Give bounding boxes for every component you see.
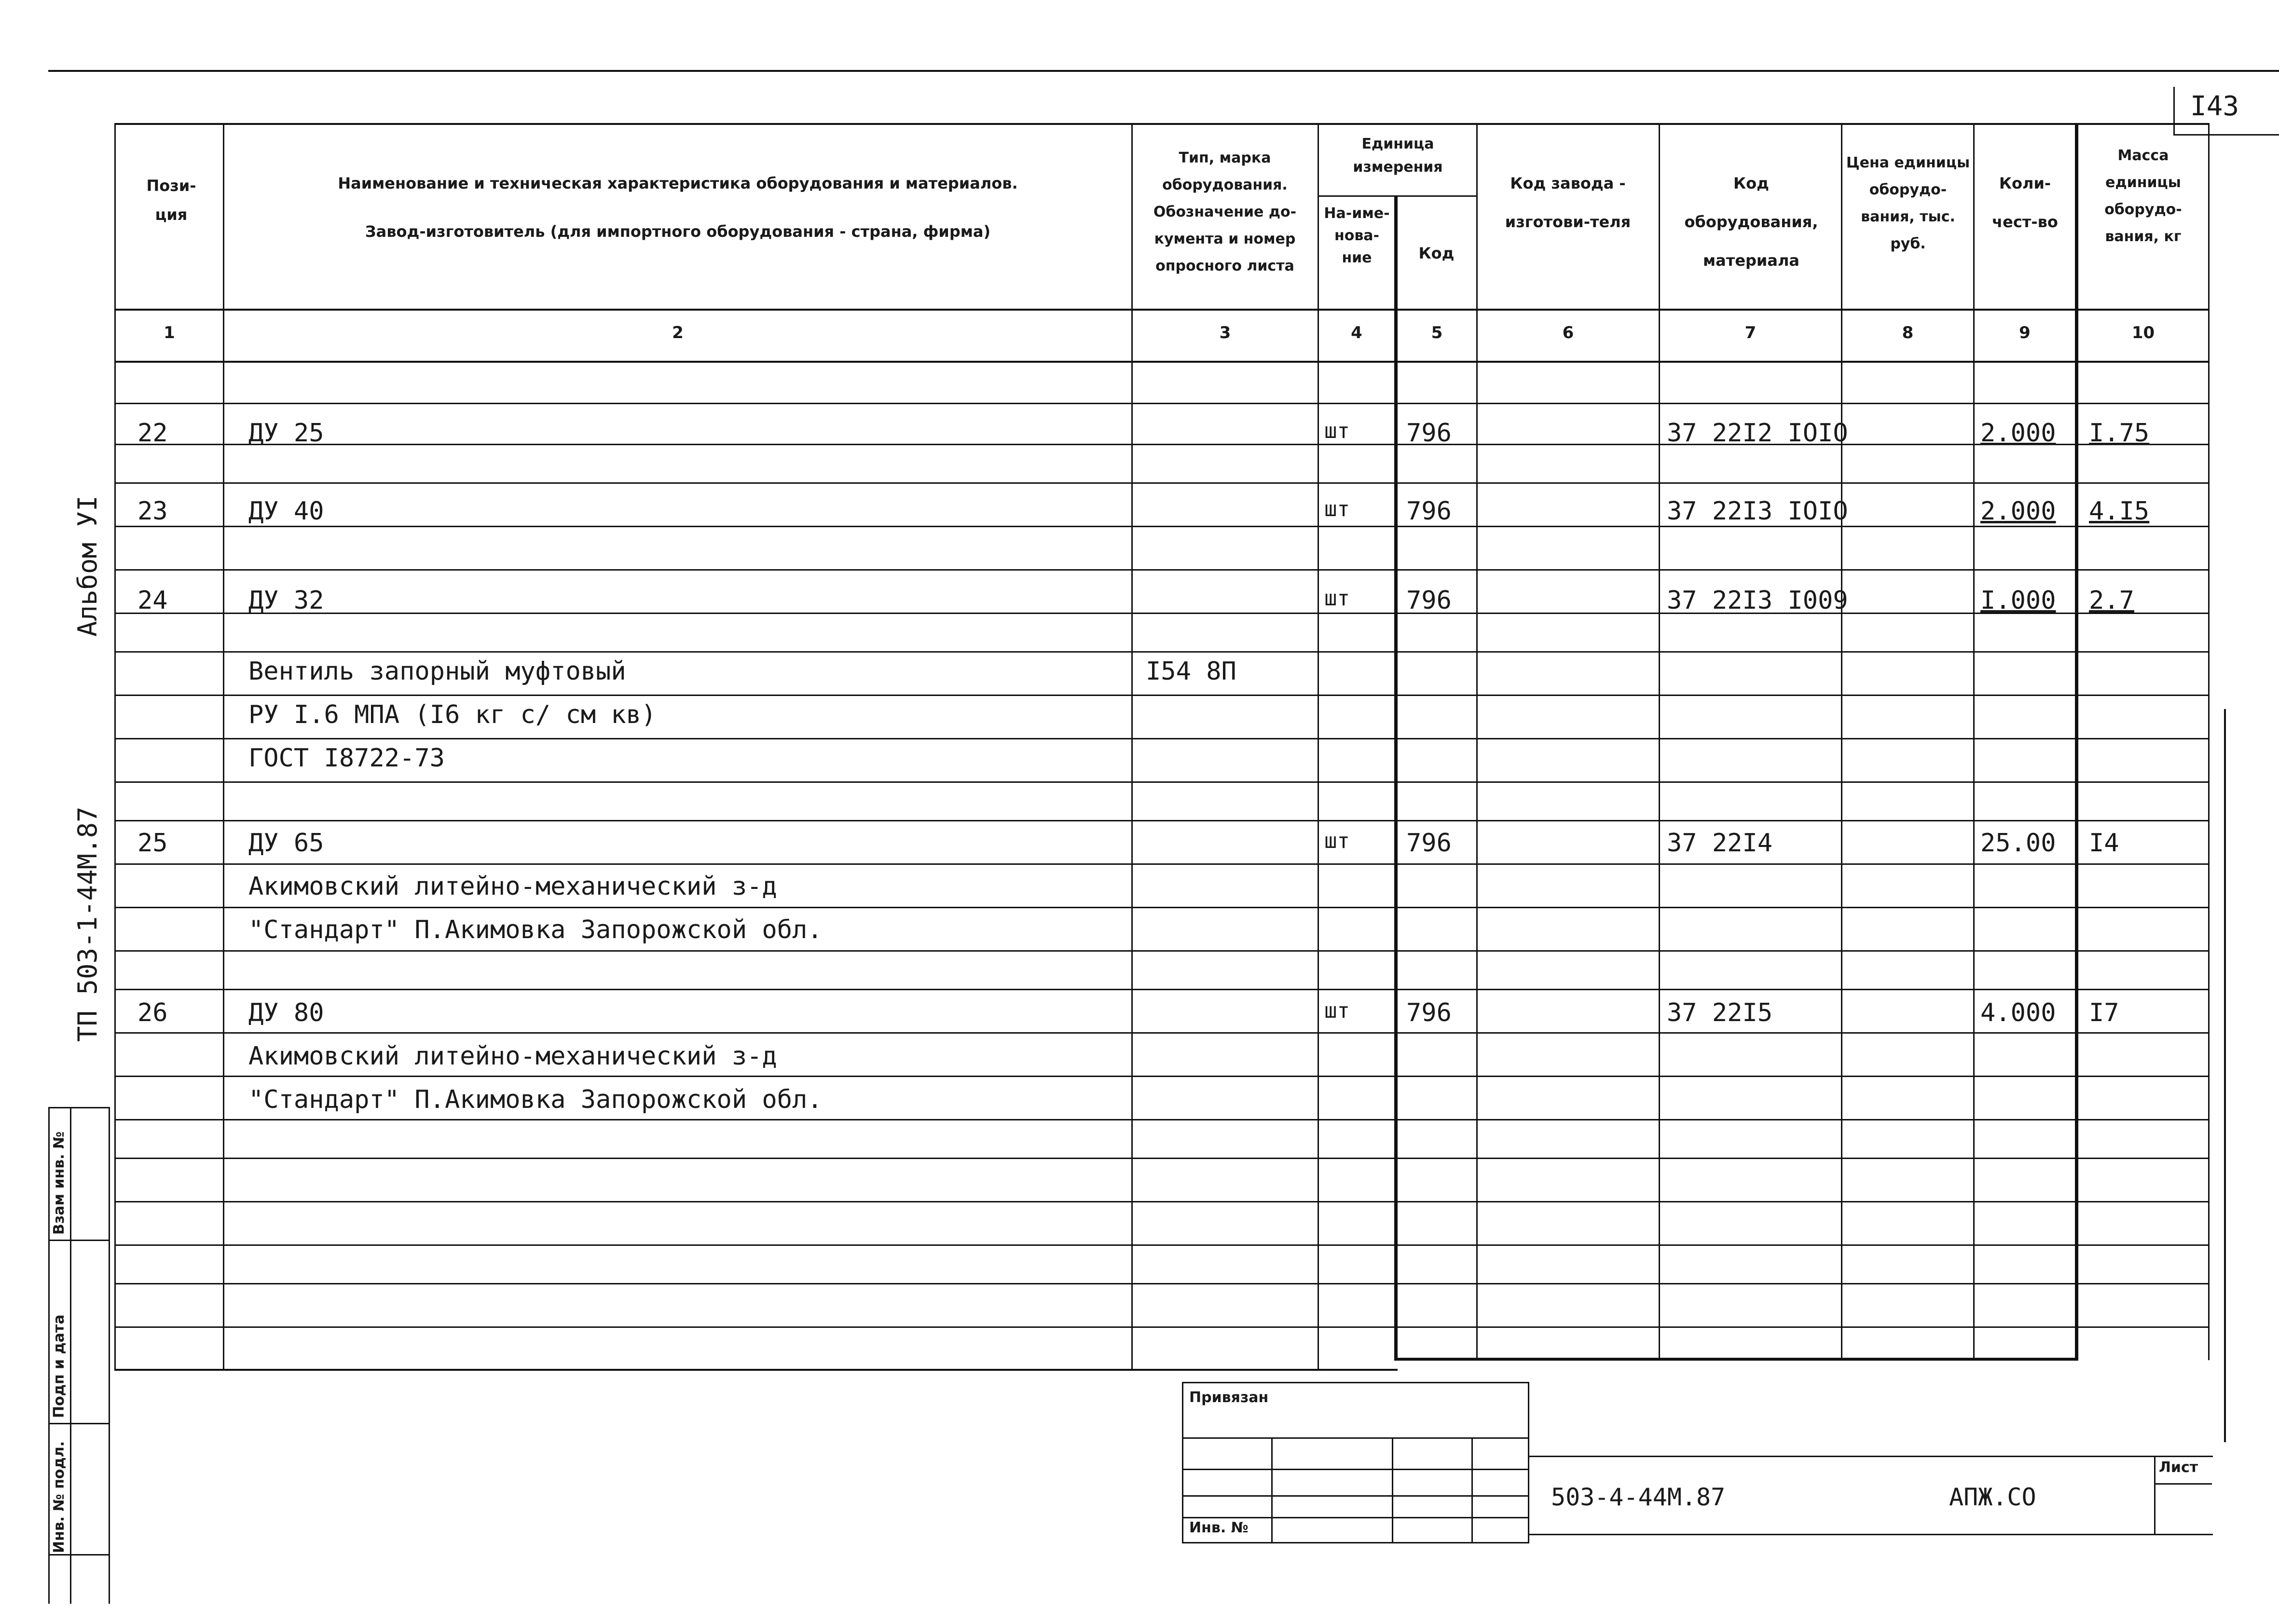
side-strip-left bbox=[48, 1107, 50, 1604]
stamp-inv-no: Инв. № bbox=[1189, 1519, 1249, 1536]
row-mass: I7 bbox=[2089, 998, 2119, 1027]
col-9-divider bbox=[2075, 123, 2078, 1360]
row-line bbox=[114, 1244, 2209, 1246]
project-label: ТП 503-1-44М.87 bbox=[72, 806, 103, 1042]
row-name: Акимовский литейно-механический з-д bbox=[248, 1042, 777, 1071]
sheet-number-border bbox=[2173, 87, 2175, 135]
list-cell-left bbox=[2154, 1456, 2155, 1535]
row-unit: шт bbox=[1324, 497, 1350, 521]
row-name: "Стандарт" П.Акимовка Запорожской обл. bbox=[248, 1085, 823, 1114]
table-bottom-border bbox=[114, 1369, 1398, 1371]
header-plant-code: Код завода - изготови-теля bbox=[1505, 174, 1631, 231]
row-name: ДУ 32 bbox=[248, 586, 324, 615]
row-mass: 2.7 bbox=[2089, 586, 2134, 615]
col-6-divider bbox=[1659, 123, 1660, 1360]
colnum-6: 6 bbox=[1562, 323, 1574, 342]
row-line bbox=[114, 403, 2209, 404]
row-unit-code: 796 bbox=[1406, 998, 1452, 1027]
row-name: ГОСТ I8722-73 bbox=[248, 744, 445, 773]
right-edge-mark bbox=[2224, 709, 2226, 1442]
row-position: 23 bbox=[137, 497, 168, 526]
stamp-row3 bbox=[1182, 1495, 1529, 1497]
header-name-line1: Наименование и техническая характеристика оборудования и материалов. bbox=[338, 174, 1018, 192]
colnum-9: 9 bbox=[2019, 323, 2031, 342]
data-block-bottom bbox=[1394, 1358, 2078, 1361]
row-name: "Стандарт" П.Акимовка Запорожской обл. bbox=[248, 915, 823, 944]
title-block-top bbox=[1528, 1456, 2213, 1457]
row-name: ДУ 80 bbox=[248, 998, 324, 1027]
row-equipment-code: 37 22I3 I009 bbox=[1667, 586, 1848, 615]
row-line bbox=[114, 863, 2209, 865]
header-name-line2: Завод-изготовитель (для импортного оборудования - страна, фирма) bbox=[365, 222, 991, 241]
col-3-divider bbox=[1318, 123, 1319, 1370]
row-line bbox=[114, 444, 2209, 445]
row-equipment-code: 37 22I2 IOIO bbox=[1667, 419, 1848, 448]
header-quantity: Коли-чест-во bbox=[1992, 174, 2058, 231]
row-name: ДУ 40 bbox=[248, 497, 324, 526]
row-unit-code: 796 bbox=[1406, 419, 1452, 448]
stamp-row2 bbox=[1182, 1469, 1529, 1470]
header-price: Цена единицы оборудо-вания, тыс. руб. bbox=[1846, 154, 1970, 252]
podp-data-label: Подп и дата bbox=[51, 1314, 68, 1418]
row-name: Вентиль запорный муфтовый bbox=[248, 657, 626, 686]
row-line bbox=[114, 950, 2209, 952]
row-name: ДУ 65 bbox=[248, 829, 324, 858]
row-line bbox=[114, 695, 2209, 696]
row-line bbox=[114, 526, 2209, 527]
row-position: 24 bbox=[137, 586, 168, 615]
table-left-border bbox=[114, 123, 116, 1370]
col-1-divider bbox=[223, 123, 224, 1370]
row-mass: I.75 bbox=[2089, 419, 2150, 448]
vzam-inv-label: Взам инв. № bbox=[51, 1131, 68, 1235]
row-quantity: 2.000 bbox=[1980, 497, 2056, 526]
sheet-number: I43 bbox=[2190, 91, 2239, 122]
side-strip-top bbox=[48, 1107, 110, 1108]
row-mass: I4 bbox=[2089, 829, 2119, 858]
header-unit: Единица измерения bbox=[1353, 136, 1443, 176]
list-label: Лист bbox=[2159, 1459, 2198, 1476]
stamp-left bbox=[1182, 1382, 1183, 1543]
stamp-right bbox=[1528, 1382, 1529, 1543]
row-line bbox=[114, 1119, 2209, 1120]
row-quantity: I.000 bbox=[1980, 586, 2056, 615]
colnum-8: 8 bbox=[1902, 323, 1914, 342]
row-unit-code: 796 bbox=[1406, 829, 1452, 858]
stamp-code: АПЖ.СО bbox=[1949, 1483, 2036, 1511]
side-strip-div1 bbox=[48, 1240, 110, 1241]
row-line bbox=[114, 613, 2209, 614]
header-mass: Масса единицы оборудо-вания, кг bbox=[2104, 147, 2182, 245]
header-unit-code: Код bbox=[1418, 244, 1455, 262]
stamp-top bbox=[1182, 1382, 1529, 1383]
col-5-divider bbox=[1476, 123, 1478, 1360]
row-line bbox=[114, 1326, 2209, 1328]
stamp-bottom bbox=[1182, 1542, 1529, 1543]
row-equipment-code: 37 22I5 bbox=[1667, 998, 1773, 1027]
row-line bbox=[114, 907, 2209, 908]
stamp-privyazan: Привязан bbox=[1189, 1389, 1269, 1406]
side-strip-bottom bbox=[48, 1554, 110, 1556]
header-type: Тип, марка оборудования. Обозначение до-кумента и номер опросного листа bbox=[1153, 150, 1297, 274]
row-unit-code: 796 bbox=[1406, 497, 1452, 526]
colnum-bottom-border bbox=[114, 361, 2209, 363]
col-8-divider bbox=[1973, 123, 1975, 1360]
row-name: РУ I.6 МПА (I6 кг с/ см кв) bbox=[248, 700, 657, 729]
row-unit: шт bbox=[1324, 998, 1350, 1023]
stamp-designation: 503-4-44М.87 bbox=[1551, 1483, 1726, 1511]
row-equipment-code: 37 22I4 bbox=[1667, 829, 1773, 858]
header-bottom-border bbox=[114, 309, 2209, 311]
row-equipment-code: 37 22I3 IOIO bbox=[1667, 497, 1848, 526]
row-quantity: 2.000 bbox=[1980, 419, 2056, 448]
row-line bbox=[114, 738, 2209, 739]
colnum-3: 3 bbox=[1219, 323, 1231, 342]
row-line bbox=[114, 1032, 2209, 1034]
stamp-row4 bbox=[1182, 1517, 1529, 1518]
row-type: I54 8П bbox=[1146, 657, 1236, 686]
colnum-10: 10 bbox=[2131, 323, 2155, 342]
album-label: Альбом УI bbox=[72, 495, 103, 637]
side-strip-mid bbox=[70, 1107, 71, 1604]
row-name: ДУ 25 bbox=[248, 419, 324, 448]
row-line bbox=[114, 569, 2209, 571]
row-mass: 4.I5 bbox=[2089, 497, 2150, 526]
row-position: 26 bbox=[137, 998, 168, 1027]
col-2-divider bbox=[1131, 123, 1133, 1370]
list-cell-mid bbox=[2154, 1483, 2212, 1485]
header-position: Пози-ция bbox=[146, 177, 196, 224]
header-unit-name: На-име-нова-ние bbox=[1324, 205, 1390, 266]
row-line bbox=[114, 989, 2209, 990]
row-line bbox=[114, 781, 2209, 783]
row-unit-code: 796 bbox=[1406, 586, 1452, 615]
row-line bbox=[114, 482, 2209, 484]
table-right-border bbox=[2208, 123, 2210, 1360]
header-equipment-code: Код оборудования, материала bbox=[1684, 174, 1818, 270]
row-line bbox=[114, 1158, 2209, 1159]
row-line bbox=[114, 820, 2209, 821]
colnum-7: 7 bbox=[1744, 323, 1757, 342]
row-position: 22 bbox=[137, 419, 168, 448]
title-block-bottom bbox=[1528, 1534, 2213, 1535]
sheet-number-bottom bbox=[2173, 134, 2279, 136]
row-position: 25 bbox=[137, 829, 168, 858]
row-name: Акимовский литейно-механический з-д bbox=[248, 872, 777, 901]
stamp-col2 bbox=[1392, 1437, 1393, 1543]
stamp-col1 bbox=[1271, 1437, 1273, 1543]
row-quantity: 25.00 bbox=[1980, 829, 2056, 858]
row-line bbox=[114, 1283, 2209, 1284]
stamp-row1 bbox=[1182, 1437, 1529, 1439]
col-7-divider bbox=[1841, 123, 1842, 1360]
row-line bbox=[114, 651, 2209, 653]
row-quantity: 4.000 bbox=[1980, 998, 2056, 1027]
row-unit: шт bbox=[1324, 586, 1350, 611]
colnum-4: 4 bbox=[1351, 323, 1362, 342]
row-line bbox=[114, 1201, 2209, 1202]
row-line bbox=[114, 1076, 2209, 1077]
colnum-1: 1 bbox=[164, 323, 175, 342]
inv-podl-label: Инв. № подл. bbox=[51, 1441, 68, 1553]
row-unit: шт bbox=[1324, 829, 1350, 853]
row-unit: шт bbox=[1324, 419, 1350, 443]
colnum-5: 5 bbox=[1431, 323, 1443, 342]
side-strip-div2 bbox=[48, 1423, 110, 1424]
unit-col-left-bold bbox=[1394, 361, 1398, 1359]
top-rule bbox=[48, 70, 2279, 72]
colnum-2: 2 bbox=[672, 323, 684, 342]
stamp-col3 bbox=[1471, 1437, 1473, 1543]
table-top-border bbox=[114, 123, 2209, 125]
side-strip-right bbox=[109, 1107, 110, 1604]
